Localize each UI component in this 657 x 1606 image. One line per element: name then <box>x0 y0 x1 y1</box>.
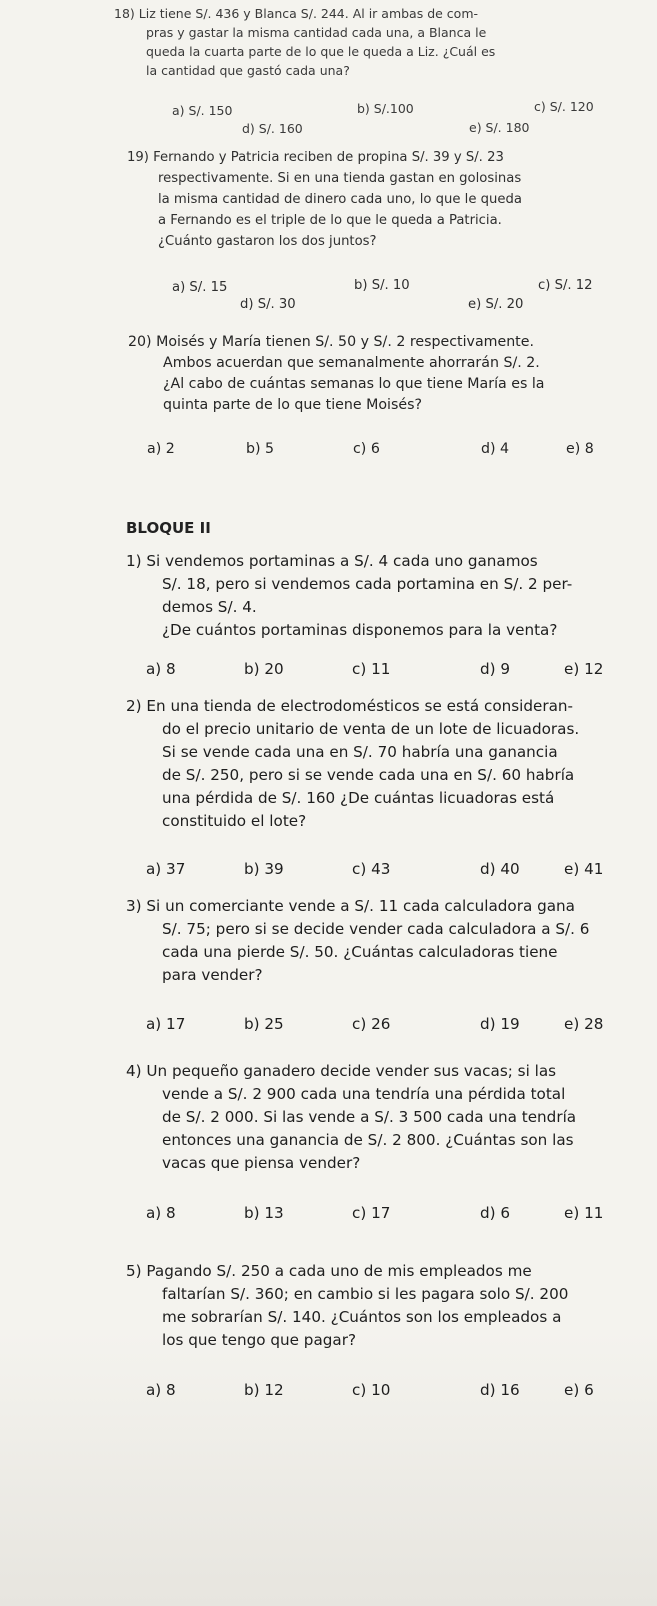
option-d: d) 19 <box>480 1015 520 1033</box>
option-b: b) S/.100 <box>357 101 414 116</box>
question-text-line: la misma cantidad de dinero cada uno, lo que le queda <box>158 192 522 207</box>
question-text-line: faltarían S/. 360; en cambio si les pagara solo S/. 200 <box>162 1285 569 1303</box>
option-b: b) 20 <box>244 660 284 678</box>
option-a: a) S/. 150 <box>172 103 233 118</box>
option-b: b) 39 <box>244 860 284 878</box>
option-e: e) S/. 180 <box>469 120 530 135</box>
question-text-line: 1) Si vendemos portaminas a S/. 4 cada uno ganamos <box>126 552 538 570</box>
option-d: d) S/. 160 <box>242 121 303 136</box>
question-text-line: a Fernando es el triple de lo que le queda a Patricia. <box>158 213 502 228</box>
option-c: c) 17 <box>352 1204 391 1222</box>
option-d: d) S/. 30 <box>240 297 296 312</box>
question-text-line: do el precio unitario de venta de un lote de licuadoras. <box>162 720 580 738</box>
option-c: c) 43 <box>352 860 391 878</box>
question-text-line: 2) En una tienda de electrodomésticos se está consideran- <box>126 697 574 715</box>
question-text-line: vacas que piensa vender? <box>162 1154 361 1172</box>
option-d: d) 4 <box>481 441 510 457</box>
option-a: a) 8 <box>146 660 176 678</box>
question-text-line: ¿Cuánto gastaron los dos juntos? <box>158 234 377 249</box>
question-text-line: 19) Fernando y Patricia reciben de propina S/. 39 y S/. 23 <box>127 150 504 165</box>
question-text-line: pras y gastar la misma cantidad cada una, a Blanca le <box>146 25 487 40</box>
question-text-line: Si se vende cada una en S/. 70 habría una ganancia <box>162 743 558 761</box>
option-e: e) 12 <box>564 660 604 678</box>
question-text-line: me sobrarían S/. 140. ¿Cuántos son los empleados a <box>162 1308 562 1326</box>
question-text-line: para vender? <box>162 966 263 984</box>
option-d: d) 40 <box>480 860 520 878</box>
question-text-line: S/. 75; pero si se decide vender cada calculadora a S/. 6 <box>162 920 590 938</box>
question-text-line: cada una pierde S/. 50. ¿Cuántas calculadoras tiene <box>162 943 558 961</box>
question-text-line: una pérdida de S/. 160 ¿De cuántas licuadoras está <box>162 789 555 807</box>
question-text-line: 3) Si un comerciante vende a S/. 11 cada calculadora gana <box>126 897 575 915</box>
option-c: c) S/. 120 <box>534 99 594 114</box>
option-d: d) 16 <box>480 1381 520 1399</box>
question-text-line: de S/. 2 000. Si las vende a S/. 3 500 cada una tendría <box>162 1108 577 1126</box>
block-heading: BLOQUE II <box>126 519 211 537</box>
question-text-line: Ambos acuerdan que semanalmente ahorrarán S/. 2. <box>163 355 540 371</box>
page-bottom-shadow <box>0 1330 657 1606</box>
option-e: e) S/. 20 <box>468 297 524 312</box>
option-b: b) S/. 10 <box>354 278 410 293</box>
option-a: a) 37 <box>146 860 186 878</box>
option-a: a) 8 <box>146 1204 176 1222</box>
question-text-line: de S/. 250, pero si se vende cada una en S/. 60 habría <box>162 766 575 784</box>
option-b: b) 5 <box>246 441 275 457</box>
option-c: c) 6 <box>353 441 380 457</box>
question-text-line: ¿De cuántos portaminas disponemos para la venta? <box>162 621 558 639</box>
option-b: b) 25 <box>244 1015 284 1033</box>
question-text-line: 20) Moisés y María tienen S/. 50 y S/. 2 respectivamente. <box>128 334 534 350</box>
question-text-line: los que tengo que pagar? <box>162 1331 357 1349</box>
option-a: a) 2 <box>147 441 175 457</box>
question-text-line: entonces una ganancia de S/. 2 800. ¿Cuántas son las <box>162 1131 574 1149</box>
option-c: c) 10 <box>352 1381 391 1399</box>
question-text-line: 18) Liz tiene S/. 436 y Blanca S/. 244. Al ir ambas de com- <box>114 6 479 21</box>
option-b: b) 12 <box>244 1381 284 1399</box>
option-a: a) 17 <box>146 1015 186 1033</box>
option-c: c) 11 <box>352 660 391 678</box>
question-text-line: ¿Al cabo de cuántas semanas lo que tiene María es la <box>163 376 545 392</box>
question-text-line: constituido el lote? <box>162 812 307 830</box>
option-d: d) 9 <box>480 660 511 678</box>
option-e: e) 28 <box>564 1015 604 1033</box>
option-b: b) 13 <box>244 1204 284 1222</box>
question-text-line: quinta parte de lo que tiene Moisés? <box>163 397 423 413</box>
question-text-line: vende a S/. 2 900 cada una tendría una pérdida total <box>162 1085 566 1103</box>
option-e: e) 6 <box>564 1381 594 1399</box>
question-text-line: demos S/. 4. <box>162 598 257 616</box>
option-c: c) S/. 12 <box>538 278 593 293</box>
question-text-line: 5) Pagando S/. 250 a cada uno de mis empleados me <box>126 1262 532 1280</box>
option-e: e) 8 <box>566 441 594 457</box>
question-text-line: respectivamente. Si en una tienda gastan en golosinas <box>158 171 522 186</box>
question-text-line: queda la cuarta parte de lo que le queda a Liz. ¿Cuál es <box>146 44 496 59</box>
option-e: e) 11 <box>564 1204 604 1222</box>
option-d: d) 6 <box>480 1204 511 1222</box>
option-a: a) 8 <box>146 1381 176 1399</box>
option-e: e) 41 <box>564 860 604 878</box>
question-text-line: S/. 18, pero si vendemos cada portamina en S/. 2 per- <box>162 575 573 593</box>
option-c: c) 26 <box>352 1015 391 1033</box>
question-text-line: 4) Un pequeño ganadero decide vender sus vacas; si las <box>126 1062 557 1080</box>
option-a: a) S/. 15 <box>172 280 228 295</box>
question-text-line: la cantidad que gastó cada una? <box>146 63 350 78</box>
